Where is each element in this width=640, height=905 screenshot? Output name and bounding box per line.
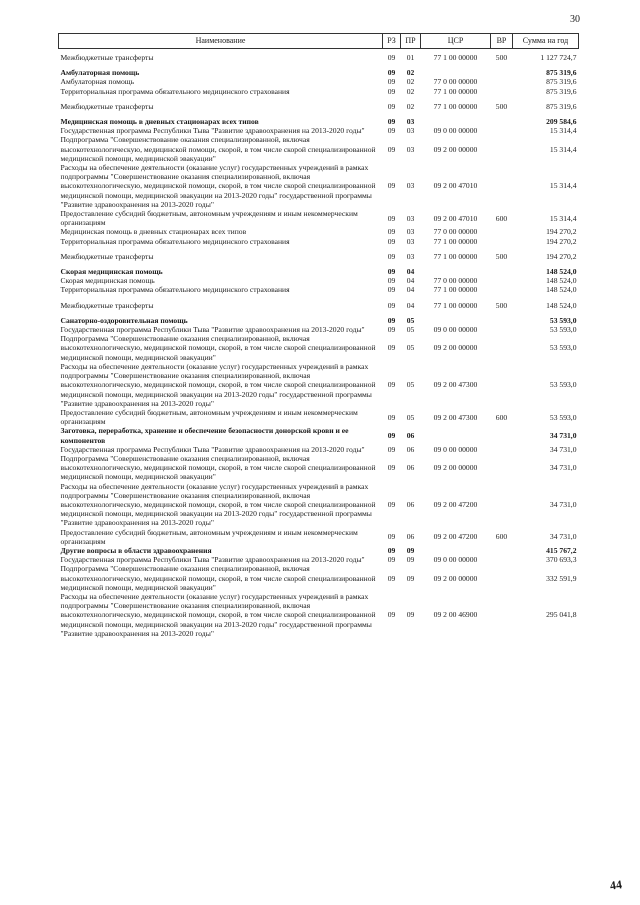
table-row <box>59 237 579 246</box>
cell-pr: 04 <box>406 267 415 277</box>
handwritten-page-mark: 44 <box>609 877 623 893</box>
table-row <box>59 445 579 454</box>
cell-rz: 09 <box>387 285 396 295</box>
cell-csr: 09 2 00 47010 <box>433 213 478 223</box>
table-row <box>59 528 579 546</box>
cell-vr <box>491 564 513 592</box>
cell-vr: 500 <box>495 251 508 261</box>
cell-vr <box>491 362 513 408</box>
cell-vr <box>491 267 513 276</box>
table-body <box>59 49 579 638</box>
cell-csr: 09 0 00 00000 <box>433 555 478 565</box>
table-row <box>59 408 579 426</box>
cell-rz: 09 <box>387 463 396 473</box>
cell-pr: 09 <box>406 610 415 620</box>
cell-pr: 03 <box>406 181 415 191</box>
cell-pr: 05 <box>406 412 415 422</box>
cell-name: Расходы на обеспечение деятельности (оказание услуг) государственных учреждений в рамках подпрограммы "Совершенствование оказания специализированной, включая высокотехнологическую, медицинской помощи, скорой, в том числе скорой специализированной медицинской помощи, медицинской эвакуации на 2013-2020 годы" государственной программы "Развитие здравоохранения на 2013-2020 годы" <box>60 591 376 638</box>
cell-vr <box>491 126 513 135</box>
budget-table <box>58 33 579 638</box>
header-csr: ЦСР <box>421 34 491 49</box>
cell-rz: 09 <box>387 126 396 136</box>
cell-name: Расходы на обеспечение деятельности (оказание услуг) государственных учреждений в рамках подпрограммы "Совершенствование оказания специализированной, включая высокотехнологическую, медицинской помощи, скорой, в том числе скорой специализированной медицинской помощи, медицинской эвакуации на 2013-2020 годы" государственной программы "Развитие здравоохранения на 2013-2020 годы" <box>60 481 376 528</box>
cell-sum: 53 593,0 <box>549 343 577 353</box>
cell-sum: 295 041,8 <box>546 610 577 620</box>
cell-pr: 05 <box>406 315 415 325</box>
cell-vr <box>491 135 513 163</box>
cell-csr: 77 1 00 00000 <box>433 86 478 96</box>
cell-rz: 09 <box>387 300 396 310</box>
cell-vr <box>491 68 513 77</box>
cell-rz: 09 <box>387 251 396 261</box>
header-rz: РЗ <box>383 34 401 49</box>
cell-csr: 09 0 00 00000 <box>433 444 478 454</box>
cell-csr: 09 2 00 47200 <box>433 532 478 542</box>
cell-vr: 600 <box>495 532 508 542</box>
section-row <box>59 426 579 444</box>
cell-name: Межбюджетные трансферты <box>60 251 154 261</box>
cell-sum: 194 270,2 <box>546 227 577 237</box>
cell-name: Скорая медицинская помощь <box>60 276 155 286</box>
cell-pr: 03 <box>406 117 415 127</box>
table-row <box>59 209 579 227</box>
header-sum: Сумма на год <box>513 34 579 49</box>
cell-vr <box>491 77 513 86</box>
cell-vr: 600 <box>495 412 508 422</box>
cell-sum: 194 270,2 <box>546 251 577 261</box>
cell-rz: 09 <box>387 555 396 565</box>
cell-sum: 194 270,2 <box>546 236 577 246</box>
table-row <box>59 285 579 294</box>
cell-vr <box>491 334 513 362</box>
cell-rz: 09 <box>387 444 396 454</box>
section-row <box>59 267 579 276</box>
cell-name: Расходы на обеспечение деятельности (оказание услуг) государственных учреждений в рамках подпрограммы "Совершенствование оказания специализированной, включая высокотехнологическую, медицинской помощи, скорой, в том числе скорой специализированной медицинской помощи, медицинской эвакуации на 2013-2020 годы" государственной программы "Развитие здравоохранения на 2013-2020 годы" <box>60 361 376 408</box>
cell-vr <box>491 316 513 325</box>
cell-sum: 875 319,6 <box>546 86 577 96</box>
cell-name: Территориальная программа обязательного медицинского страхования <box>60 86 290 96</box>
cell-pr: 06 <box>406 499 415 509</box>
table-row <box>59 163 579 209</box>
cell-csr: 09 2 00 00000 <box>433 343 478 353</box>
cell-pr: 06 <box>406 444 415 454</box>
cell-csr: 77 1 00 00000 <box>433 236 478 246</box>
cell-csr <box>421 68 491 77</box>
cell-sum: 53 593,0 <box>549 325 577 335</box>
cell-pr: 05 <box>406 380 415 390</box>
cell-sum: 34 731,0 <box>549 430 577 440</box>
cell-sum: 875 319,6 <box>546 68 577 78</box>
cell-pr: 04 <box>406 300 415 310</box>
cell-rz: 09 <box>387 343 396 353</box>
cell-csr: 09 2 00 47300 <box>433 380 478 390</box>
cell-rz: 09 <box>387 380 396 390</box>
cell-pr: 03 <box>406 251 415 261</box>
cell-name: Предоставление субсидий бюджетным, автономным учреждениям и иным некоммерческим организациям <box>60 407 358 427</box>
section-row <box>59 546 579 555</box>
section-row <box>59 316 579 325</box>
table-row <box>59 555 579 564</box>
cell-name: Медицинская помощь в дневных стационарах всех типов <box>60 117 259 127</box>
cell-rz: 09 <box>387 117 396 127</box>
cell-rz: 09 <box>387 532 396 542</box>
cell-csr: 09 2 00 47200 <box>433 499 478 509</box>
cell-name: Подпрограмма "Совершенствование оказания специализированной, включая высокотехнологическую, медицинской помощи, скорой, в том числе скорой специализированной медицинской помощи, медицинской эвакуации" <box>60 135 376 163</box>
cell-vr <box>491 454 513 482</box>
cell-sum: 53 593,0 <box>549 315 577 325</box>
cell-name: Расходы на обеспечение деятельности (оказание услуг) государственных учреждений в рамках подпрограммы "Совершенствование оказания специализированной, включая высокотехнологическую, медицинской помощи, скорой, в том числе скорой специализированной медицинской помощи, медицинской эвакуации на 2013-2020 годы" государственной программы "Развитие здравоохранения на 2013-2020 годы" <box>60 163 376 209</box>
cell-pr: 05 <box>406 343 415 353</box>
cell-name: Подпрограмма "Совершенствование оказания специализированной, включая высокотехнологическую, медицинской помощи, скорой, в том числе скорой специализированной медицинской помощи, медицинской эвакуации" <box>60 334 376 362</box>
table-row <box>59 49 579 63</box>
cell-name: Межбюджетные трансферты <box>60 53 154 62</box>
table-row <box>59 362 579 408</box>
cell-rz: 09 <box>387 276 396 286</box>
table-row <box>59 227 579 236</box>
header-vr: ВР <box>491 34 513 49</box>
cell-rz: 09 <box>387 227 396 237</box>
cell-rz: 09 <box>387 573 396 583</box>
cell-rz: 09 <box>387 86 396 96</box>
cell-csr: 77 1 00 00000 <box>433 251 478 261</box>
cell-rz: 09 <box>387 53 396 62</box>
cell-sum: 875 319,6 <box>546 101 577 111</box>
cell-pr: 06 <box>406 463 415 473</box>
cell-pr: 02 <box>406 101 415 111</box>
table-row <box>59 102 579 111</box>
cell-name: Санаторно-оздоровительная помощь <box>60 315 188 325</box>
cell-rz: 09 <box>387 68 396 78</box>
cell-sum: 34 731,0 <box>549 444 577 454</box>
cell-name: Подпрограмма "Совершенствование оказания специализированной, включая высокотехнологическую, медицинской помощи, скорой, в том числе скорой специализированной медицинской помощи, медицинской эвакуации" <box>60 564 376 592</box>
cell-csr: 77 1 00 00000 <box>433 53 478 62</box>
cell-pr: 01 <box>406 53 415 62</box>
cell-pr: 03 <box>406 126 415 136</box>
cell-pr: 09 <box>406 545 415 555</box>
cell-vr: 600 <box>495 213 508 223</box>
cell-sum: 15 314,4 <box>549 126 577 136</box>
cell-name: Государственная программа Республики Тыва "Развитие здравоохранения на 2013-2020 годы" <box>60 444 365 454</box>
cell-csr <box>421 267 491 276</box>
cell-name: Медицинская помощь в дневных стационарах всех типов <box>60 227 247 237</box>
cell-sum: 1 127 724,7 <box>540 53 577 62</box>
cell-sum: 415 767,2 <box>546 545 577 555</box>
cell-sum: 875 319,6 <box>546 77 577 87</box>
cell-csr: 09 2 00 00000 <box>433 573 478 583</box>
table-row <box>59 301 579 310</box>
cell-csr: 77 0 00 00000 <box>433 77 478 87</box>
cell-pr: 06 <box>406 430 415 440</box>
cell-name: Скорая медицинская помощь <box>60 267 163 277</box>
cell-vr: 500 <box>495 53 508 62</box>
cell-name: Предоставление субсидий бюджетным, автономным учреждениям и иным некоммерческим организациям <box>60 209 358 228</box>
cell-name: Территориальная программа обязательного медицинского страхования <box>60 236 290 246</box>
cell-name: Подпрограмма "Совершенствование оказания специализированной, включая высокотехнологическую, медицинской помощи, скорой, в том числе скорой специализированной медицинской помощи, медицинской эвакуации" <box>60 453 376 482</box>
cell-sum: 148 524,0 <box>546 300 577 310</box>
cell-rz: 09 <box>387 213 396 223</box>
cell-rz: 09 <box>387 430 396 440</box>
cell-rz: 09 <box>387 236 396 246</box>
cell-pr: 04 <box>406 285 415 295</box>
cell-name: Предоставление субсидий бюджетным, автономным учреждениям и иным некоммерческим организациям <box>60 527 358 546</box>
table-row <box>59 252 579 261</box>
cell-csr <box>421 426 491 444</box>
cell-name: Государственная программа Республики Тыва "Развитие здравоохранения на 2013-2020 годы" <box>60 126 365 136</box>
cell-name: Другие вопросы в области здравоохранения <box>60 545 212 555</box>
header-name: Наименование <box>59 34 383 49</box>
cell-pr: 05 <box>406 325 415 335</box>
cell-rz: 09 <box>387 267 396 277</box>
cell-csr: 09 2 00 47300 <box>433 412 478 422</box>
table-row <box>59 592 579 638</box>
cell-sum: 148 524,0 <box>546 267 577 277</box>
cell-vr <box>491 87 513 96</box>
cell-csr <box>421 546 491 555</box>
cell-vr <box>491 117 513 126</box>
cell-csr: 09 2 00 47010 <box>433 181 478 191</box>
table-row <box>59 126 579 135</box>
cell-sum: 148 524,0 <box>546 285 577 295</box>
table-row <box>59 77 579 86</box>
cell-vr <box>491 325 513 334</box>
cell-pr: 03 <box>406 213 415 223</box>
cell-pr: 06 <box>406 532 415 542</box>
cell-sum: 15 314,4 <box>549 181 577 191</box>
cell-sum: 370 693,3 <box>546 555 577 565</box>
cell-vr <box>491 163 513 209</box>
cell-pr: 03 <box>406 236 415 246</box>
cell-vr: 500 <box>495 101 508 111</box>
cell-sum: 15 314,4 <box>549 213 577 223</box>
cell-rz: 09 <box>387 144 396 154</box>
cell-vr <box>491 445 513 454</box>
cell-sum: 34 731,0 <box>549 499 577 509</box>
cell-pr: 03 <box>406 227 415 237</box>
cell-csr: 77 1 00 00000 <box>433 300 478 310</box>
cell-pr: 02 <box>406 77 415 87</box>
cell-rz: 09 <box>387 77 396 87</box>
cell-pr: 02 <box>406 86 415 96</box>
table-row <box>59 276 579 285</box>
cell-sum: 148 524,0 <box>546 276 577 286</box>
table-row <box>59 87 579 96</box>
cell-vr <box>491 276 513 285</box>
cell-name: Заготовка, переработка, хранение и обеспечение безопасности донорской крови и ее компонентов <box>60 426 349 445</box>
cell-vr <box>491 237 513 246</box>
cell-sum: 15 314,4 <box>549 144 577 154</box>
cell-vr <box>491 285 513 294</box>
cell-vr <box>491 227 513 236</box>
cell-csr: 77 0 00 00000 <box>433 227 478 237</box>
cell-csr: 77 1 00 00000 <box>433 285 478 295</box>
cell-csr: 09 0 00 00000 <box>433 325 478 335</box>
table-row <box>59 482 579 528</box>
cell-csr: 77 0 00 00000 <box>433 276 478 286</box>
cell-sum: 209 584,6 <box>546 117 577 127</box>
cell-rz: 09 <box>387 101 396 111</box>
cell-rz: 09 <box>387 545 396 555</box>
cell-vr <box>491 482 513 528</box>
cell-vr <box>491 555 513 564</box>
cell-vr: 500 <box>495 300 508 310</box>
table-row <box>59 135 579 163</box>
cell-name: Государственная программа Республики Тыва "Развитие здравоохранения на 2013-2020 годы" <box>60 555 365 565</box>
section-row <box>59 117 579 126</box>
cell-pr: 09 <box>406 573 415 583</box>
page-number: 30 <box>570 14 580 25</box>
cell-rz: 09 <box>387 499 396 509</box>
cell-vr <box>491 546 513 555</box>
cell-name: Территориальная программа обязательного медицинского страхования <box>60 285 290 295</box>
header-pr: ПР <box>401 34 421 49</box>
cell-name: Государственная программа Республики Тыва "Развитие здравоохранения на 2013-2020 годы" <box>60 325 365 335</box>
cell-rz: 09 <box>387 315 396 325</box>
cell-csr: 09 2 00 46900 <box>433 610 478 620</box>
cell-sum: 53 593,0 <box>549 412 577 422</box>
cell-sum: 34 731,0 <box>549 463 577 473</box>
cell-csr: 77 1 00 00000 <box>433 101 478 111</box>
section-row <box>59 68 579 77</box>
cell-sum: 53 593,0 <box>549 380 577 390</box>
cell-name: Межбюджетные трансферты <box>60 101 154 111</box>
cell-vr <box>491 592 513 638</box>
cell-rz: 09 <box>387 610 396 620</box>
cell-csr <box>421 117 491 126</box>
cell-sum: 34 731,0 <box>549 532 577 542</box>
table-row <box>59 564 579 592</box>
table-row <box>59 334 579 362</box>
cell-pr: 04 <box>406 276 415 286</box>
cell-csr: 09 2 00 00000 <box>433 463 478 473</box>
cell-name: Амбулаторная помощь <box>60 77 135 87</box>
cell-csr <box>421 316 491 325</box>
cell-rz: 09 <box>387 412 396 422</box>
cell-pr: 02 <box>406 68 415 78</box>
cell-name: Амбулаторная помощь <box>60 68 140 78</box>
table-row <box>59 454 579 482</box>
cell-csr: 09 0 00 00000 <box>433 126 478 136</box>
cell-rz: 09 <box>387 325 396 335</box>
cell-name: Межбюджетные трансферты <box>60 300 154 310</box>
table-header <box>59 34 579 49</box>
table-row <box>59 325 579 334</box>
cell-vr <box>491 426 513 444</box>
cell-csr: 09 2 00 00000 <box>433 144 478 154</box>
cell-pr: 03 <box>406 144 415 154</box>
cell-rz: 09 <box>387 181 396 191</box>
cell-sum: 332 591,9 <box>546 573 577 583</box>
cell-pr: 09 <box>406 555 415 565</box>
